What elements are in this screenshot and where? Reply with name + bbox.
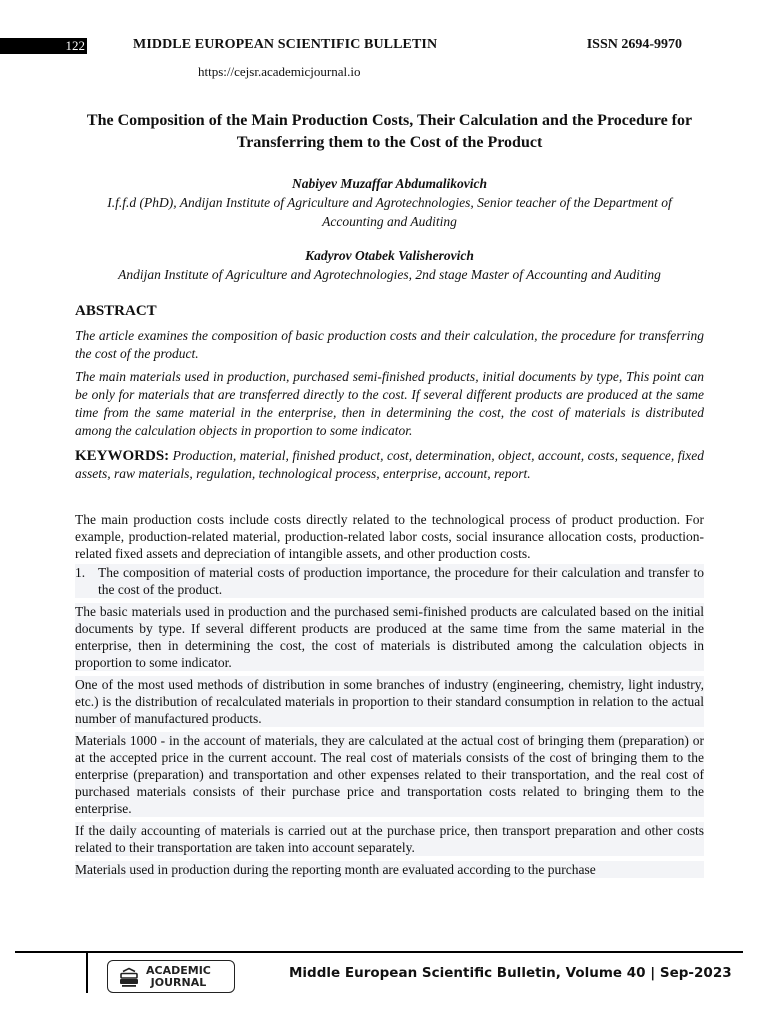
body-paragraph-1: The basic materials used in production and the purchased semi-finished products are calculated based on the initial documents by type. If several different products are produced at the same time from the same material in the enterprise, then in determining the cost, the cost of materials is distributed among the calculation objects in proportion to some indicator. bbox=[75, 604, 704, 670]
body-paragraph-5: Materials used in production during the reporting month are evaluated according to the purchase bbox=[75, 861, 704, 878]
list-item bbox=[75, 564, 704, 598]
book-stack-icon bbox=[118, 966, 140, 988]
logo-line-1: ACADEMIC bbox=[146, 963, 211, 977]
abstract-paragraph-2: The main materials used in production, purchased semi-finished products, initial documents by type, This point can be only for materials that are transferred directly to the cost. If several different products are produced at the same time from the same material in the enterprise, then in determining the cost, the cost of materials is distributed among the calculation objects in proportion to some indicator. bbox=[75, 369, 704, 438]
author-1-name: Nabiyev Muzaffar Abdumalikovich bbox=[292, 176, 487, 191]
keywords-label: KEYWORDS: bbox=[75, 448, 170, 464]
footer-citation: Middle European Scientific Bulletin, Volume 40 | Sep-2023 bbox=[289, 965, 732, 981]
author-2-affiliation: Andijan Institute of Agriculture and Agrotechnologies, 2nd stage Master of Accounting and Auditing bbox=[118, 267, 661, 282]
page-number-text: 122 bbox=[65, 38, 85, 53]
intro-paragraph: The main production costs include costs directly related to the technological process of product production. For example, production-related material, production-related labor costs, social insurance allocation costs, production-related fixed assets and depreciation of intangible assets, and other production costs. bbox=[75, 512, 704, 561]
logo-text bbox=[146, 965, 211, 989]
abstract-paragraph-1: The article examines the composition of basic production costs and their calculation, the procedure for transferring the cost of the product. bbox=[75, 328, 704, 361]
author-1-affiliation: I.f.f.d (PhD), Andijan Institute of Agriculture and Agrotechnologies, Senior teacher of the Department of Accounting and Auditing bbox=[107, 195, 672, 229]
article-title: The Composition of the Main Production Costs, Their Calculation and the Procedure for Transferring them to the Cost of the Product bbox=[86, 112, 693, 151]
keywords bbox=[75, 447, 704, 483]
article-body bbox=[75, 110, 704, 878]
list-number: 1. bbox=[75, 565, 86, 580]
logo-line-2: JOURNAL bbox=[150, 975, 207, 989]
body-paragraph-4: If the daily accounting of materials is carried out at the purchase price, then transport preparation and other costs related to their transportation are taken into account separately. bbox=[75, 823, 704, 855]
journal-url[interactable]: https://cejsr.academicjournal.io bbox=[198, 64, 361, 79]
journal-name: MIDDLE EUROPEAN SCIENTIFIC BULLETIN bbox=[133, 37, 438, 52]
body-paragraph-2: One of the most used methods of distribution in some branches of industry (engineering, chemistry, light industry, etc.) is the distribution of recalculated materials in proportion to their standard consumption in relation to the actual number of manufactured products. bbox=[75, 677, 704, 726]
footer-divider bbox=[15, 951, 743, 953]
list-text: The composition of material costs of production importance, the procedure for their calculation and transfer to the cost of the product. bbox=[98, 565, 704, 597]
academic-journal-logo bbox=[107, 960, 235, 993]
footer-vertical-divider bbox=[86, 953, 88, 993]
keywords-text: Production, material, finished product, cost, determination, object, account, costs, sequence, fixed assets, raw materials, regulation, technological process, enterprise, account, report. bbox=[75, 448, 704, 481]
issn: ISSN 2694-9970 bbox=[586, 37, 682, 52]
author-2-name: Kadyrov Otabek Valisherovich bbox=[305, 248, 474, 263]
abstract-heading: ABSTRACT bbox=[75, 303, 157, 319]
body-paragraph-3: Materials 1000 - in the account of materials, they are calculated at the actual cost of bringing them (preparation) or at the accepted price in the current account. The real cost of materials consists of the cost of bringing them to the enterprise (preparation) and transportation and other expenses related to their transportation, and the real cost of purchased materials consists of their purchase price and transportation costs related to bringing them to the enterprise. bbox=[75, 733, 704, 816]
page-number bbox=[0, 38, 87, 54]
